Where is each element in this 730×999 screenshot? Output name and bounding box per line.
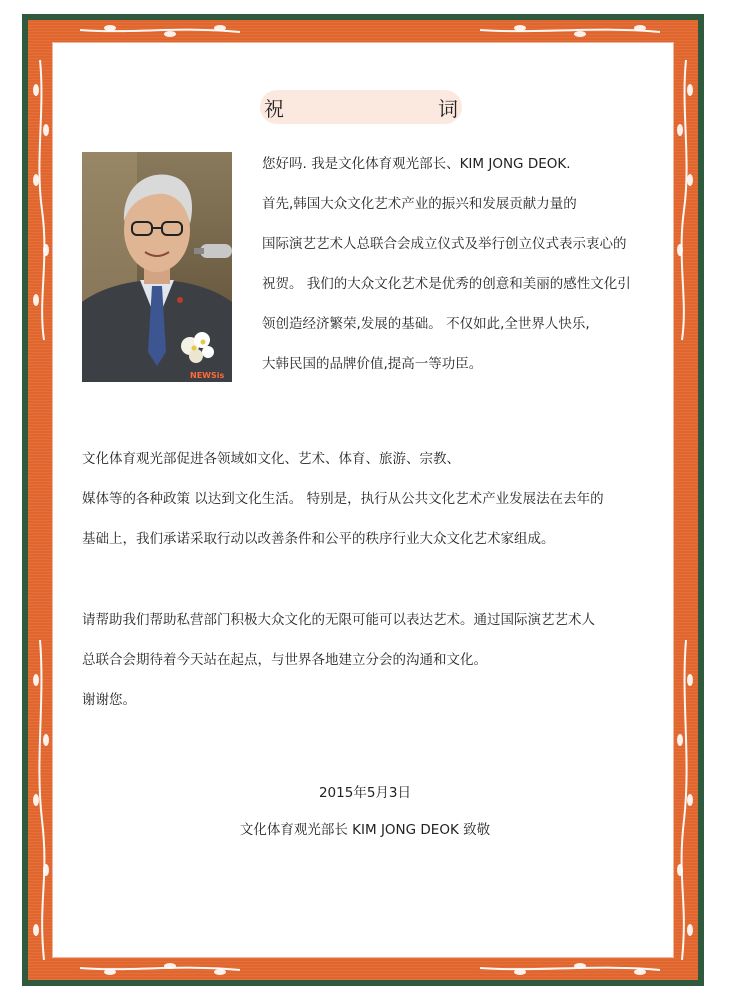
text-line: 国际演艺艺术人总联合会成立仪式及举行创立仪式表示衷心的 (262, 236, 627, 252)
text-line: 基础上，我们承诺采取行动以改善条件和公平的秩序行业大众文化艺术家组成。 (82, 531, 555, 547)
signature-line: 文化体育观光部长 KIM JONG DEOK 致敬 (239, 822, 491, 838)
document-date: 2015年5月3日 (318, 785, 412, 801)
title-badge (260, 90, 496, 124)
text-line: 总联合会期待着今天站在起点，与世界各地建立分会的沟通和文化。 (82, 652, 487, 668)
text-line: 首先,韩国大众文化艺术产业的振兴和发展贡献力量的 (262, 196, 577, 212)
portrait-photo (82, 152, 232, 382)
text-line: 领创造经济繁荣,发展的基础。 不仅如此,全世界人快乐, (262, 316, 590, 332)
text-line: 您好吗. 我是文化体育观光部长、KIM JONG DEOK. (262, 156, 571, 172)
text-line: 大韩民国的品牌价值,提高一等功臣。 (262, 356, 483, 372)
text-line: 媒体等的各种政策 以达到文化生活。 特别是，执行从公共文化艺术产业发展法在去年的 (82, 491, 604, 507)
text-line: 谢谢您。 (82, 692, 136, 708)
text-line: 请帮助我们帮助私营部门积极大众文化的无限可能可以表达艺术。通过国际演艺艺术人 (82, 612, 595, 628)
text-line: 祝贺。 我们的大众文化艺术是优秀的创意和美丽的感性文化引 (262, 276, 631, 292)
photo-watermark: NEWSis (190, 371, 225, 380)
page-title: 祝 词 (264, 96, 496, 121)
text-line: 文化体育观光部促进各领域如文化、艺术、体育、旅游、宗教、 (82, 451, 460, 467)
